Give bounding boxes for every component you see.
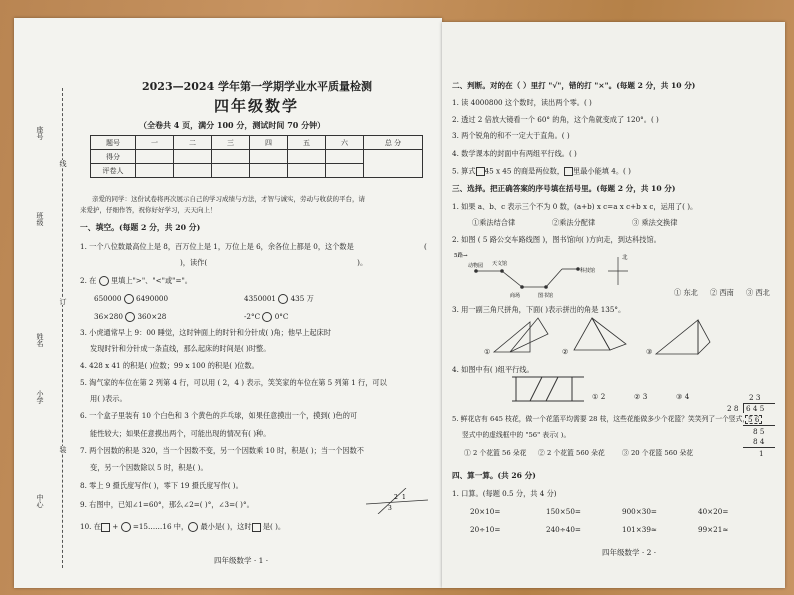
section-heading: 一、填空。(每题 2 分，共 20 分) bbox=[80, 223, 201, 232]
bus-route-map bbox=[450, 247, 650, 303]
question-text: 1. 一个八位数最高位上是 8，百万位上是 1，万位上是 6，余各位上都是 0，这个数是 bbox=[80, 242, 354, 251]
compare-circle[interactable] bbox=[99, 276, 109, 286]
blank-circle[interactable] bbox=[121, 522, 131, 532]
choice-question: 5. 鲜花店有 645 枝花，做一个花篮平均需要 28 枝，这些花能做多少个花篮？笑笑列了一个竖式， bbox=[452, 415, 750, 423]
margin-center-label: 中心 bbox=[36, 494, 44, 508]
grader-cell[interactable] bbox=[250, 164, 288, 178]
exam-title-line1: 2023—2024 学年第一学期学业水平质量检测 bbox=[142, 80, 373, 93]
margin-name-label: 姓名 bbox=[36, 333, 44, 347]
compare-circle[interactable] bbox=[125, 312, 135, 322]
calc-item[interactable]: 150×50= bbox=[546, 507, 581, 516]
triangle-ruler-figure bbox=[652, 316, 712, 356]
choice-option[interactable]: ① 东北 bbox=[674, 288, 698, 297]
margin-line-label: 线 bbox=[59, 160, 67, 167]
question-text: 发现时针和分针成一条直线，那么起床的时间是( )时整。 bbox=[90, 344, 271, 353]
calc-item[interactable]: 20÷10= bbox=[470, 525, 501, 534]
score-cell[interactable] bbox=[174, 150, 212, 164]
margin-school-label: 小学 bbox=[36, 390, 44, 404]
judge-question: 4. 数学课本的封面中有两组平行线。( ) bbox=[452, 149, 577, 158]
judge-question: 3. 两个锐角的和不一定大于直角。( ) bbox=[452, 131, 570, 140]
division-step-highlight: 5 6 bbox=[745, 415, 762, 424]
question-text: 2. 在 里填上">"、"<"或"="。 bbox=[80, 276, 192, 285]
choice-option[interactable]: ② 西南 bbox=[710, 288, 734, 297]
choice-question: 4. 如图中有( )组平行线。 bbox=[452, 365, 534, 374]
calc-item[interactable]: 900×30= bbox=[622, 507, 657, 516]
blank-circle[interactable] bbox=[188, 522, 198, 532]
map-place-shop: 商场 bbox=[510, 293, 521, 299]
section-heading: 二、判断。对的在（ ）里打 "√"，错的打 "×"。(每题 2 分，共 10 分) bbox=[452, 81, 696, 90]
choice-option[interactable]: ③ 西北 bbox=[746, 288, 770, 297]
margin-class-label: 班级 bbox=[36, 212, 44, 226]
choice-option[interactable]: ① bbox=[484, 347, 491, 356]
score-cell[interactable] bbox=[250, 150, 288, 164]
score-header: 二 bbox=[174, 136, 212, 150]
calc-item[interactable]: 101×39≈ bbox=[622, 525, 657, 534]
compare-item: 36×280 360×28 bbox=[94, 312, 167, 321]
score-cell[interactable] bbox=[326, 150, 364, 164]
triangle-ruler-figure bbox=[492, 316, 552, 356]
question-text: 10. 在 + =15……16 中， 最小是( )，这时 是( )。 bbox=[80, 522, 286, 531]
compare-item: -2°C 0°C bbox=[244, 312, 289, 321]
calc-item[interactable]: 240÷40= bbox=[546, 525, 581, 534]
grader-cell[interactable] bbox=[174, 164, 212, 178]
question-text: 用( )表示。 bbox=[90, 394, 127, 403]
question-text: 变，另一个因数除以 5 时，积是( )。 bbox=[90, 463, 208, 472]
score-cell[interactable] bbox=[212, 150, 250, 164]
calc-item[interactable]: 40×20= bbox=[698, 507, 729, 516]
calc-item[interactable]: 99×21≈ bbox=[698, 525, 729, 534]
score-cell[interactable] bbox=[136, 150, 174, 164]
map-place-museum: 科技馆 bbox=[580, 268, 596, 274]
score-cell[interactable] bbox=[288, 150, 326, 164]
map-place-square: 天文馆 bbox=[492, 261, 508, 267]
calc-item[interactable]: 20×10= bbox=[470, 507, 501, 516]
margin-order-label: 订 bbox=[59, 298, 67, 305]
division-divisor: 2 8 bbox=[727, 404, 739, 413]
choice-question: 3. 用一副三角尺拼角，下面( )表示拼出的角是 135°。 bbox=[452, 305, 626, 314]
margin-bind-label: 装 bbox=[59, 446, 67, 453]
grader-cell[interactable] bbox=[136, 164, 174, 178]
blank-square[interactable] bbox=[101, 523, 110, 532]
question-text: 7. 两个因数的积是 320，当一个因数不变，另一个因数乘 10 时，积是( )；当一个因数不 bbox=[80, 446, 364, 455]
grader-cell[interactable] bbox=[212, 164, 250, 178]
map-route-label: 5路→ bbox=[454, 253, 468, 259]
choice-option[interactable]: ② 2 个花篮 560 朵花 bbox=[538, 449, 605, 457]
parallel-lines-figure bbox=[512, 375, 584, 403]
compare-circle[interactable] bbox=[262, 312, 272, 322]
choice-option[interactable]: ③ bbox=[646, 347, 653, 356]
judge-question: 1. 读 4000800 这个数时，读出两个零。( ) bbox=[452, 98, 592, 107]
compare-item: 4350001 435 万 bbox=[244, 294, 314, 303]
score-table bbox=[90, 135, 423, 178]
map-place-library: 图书馆 bbox=[538, 293, 554, 299]
judge-question: 5. 算式 45 x 45 的商是两位数， 里最小能填 4。( ) bbox=[452, 166, 631, 176]
calc-intro: 1. 口算。(每题 0.5 分，共 4 分) bbox=[452, 489, 557, 498]
angle-figure bbox=[366, 488, 428, 514]
section-heading: 四、算一算。(共 26 分) bbox=[452, 471, 536, 480]
score-row-label: 评卷人 bbox=[91, 164, 136, 178]
angle-label: 2 bbox=[394, 494, 398, 501]
question-text: 9. 右图中，已知∠1=60°，那么∠2=( )°，∠3=( )°。 bbox=[80, 500, 254, 509]
judge-question: 2. 透过 2 倍放大镜看一个 60° 的角，这个角就变成了 120°。( ) bbox=[452, 115, 659, 124]
angle-label: 3 bbox=[388, 505, 392, 512]
division-quotient: 2 3 bbox=[749, 393, 761, 402]
exam-page-left bbox=[14, 18, 442, 588]
margin-seat-label: 座号 bbox=[36, 126, 44, 140]
page-footer: 四年级数学 · 2 · bbox=[602, 548, 657, 557]
compare-circle[interactable] bbox=[124, 294, 134, 304]
intro-text: 来爱护，仔细作答，祝你好好学习，天天向上！ bbox=[80, 206, 217, 214]
division-step: 8 5 bbox=[753, 427, 765, 436]
choice-option[interactable]: ①乘法结合律 bbox=[472, 218, 516, 227]
score-header: 六 bbox=[326, 136, 364, 150]
choice-option[interactable]: ③ 4 bbox=[676, 392, 690, 401]
page-footer: 四年级数学 · 1 · bbox=[214, 556, 269, 565]
choice-option[interactable]: ② bbox=[562, 347, 569, 356]
angle-label: 1 bbox=[402, 494, 406, 501]
section-heading: 三、选择。把正确答案的序号填在括号里。(每题 2 分，共 10 分) bbox=[452, 184, 676, 193]
triangle-ruler-figure bbox=[570, 314, 630, 356]
question-text: 3. 小虎通常早上 9：00 睡觉，这时钟面上的时针和分针成( )角；他早上起床时 bbox=[80, 328, 331, 337]
score-header: 总 分 bbox=[364, 136, 423, 150]
exam-title-subject: 四年级数学 bbox=[214, 97, 300, 115]
exam-page-right bbox=[442, 22, 785, 588]
question-text: 能性较大；如果任意摸出两个，可能出现的情况有( )种。 bbox=[90, 429, 271, 438]
score-header: 三 bbox=[212, 136, 250, 150]
choice-option[interactable]: ②乘法分配律 bbox=[552, 218, 596, 227]
question-text: 5. 淘气家的车位在第 2 列第 4 行，可以用 ( 2，4 ) 表示，笑笑家的车位在第 5 列第 1 行，可以 bbox=[80, 378, 387, 387]
question-text: )，读作( )。 bbox=[180, 258, 368, 267]
score-header: 五 bbox=[288, 136, 326, 150]
total-score-cell[interactable] bbox=[364, 150, 423, 178]
choice-option[interactable]: ① 2 bbox=[592, 392, 606, 401]
score-row-label: 得分 bbox=[91, 150, 136, 164]
score-header: 题号 bbox=[91, 136, 136, 150]
choice-option[interactable]: ③ 20 个花篮 560 朵花 bbox=[622, 449, 694, 457]
choice-question: 竖式中的虚线框中的 "56" 表示( )。 bbox=[462, 431, 571, 439]
division-dividend: 6 4 5 bbox=[746, 404, 765, 413]
division-remainder: 1 bbox=[759, 449, 764, 458]
question-text: ( bbox=[424, 242, 427, 251]
choice-question: 1. 如果 a、b、c 表示三个不为 0 数，(a+b) x c=a x c+b x c，运用了( )。 bbox=[452, 202, 698, 211]
score-header: 一 bbox=[136, 136, 174, 150]
choice-option[interactable]: ② 3 bbox=[634, 392, 648, 401]
question-text: 6. 一个盒子里装有 10 个白色和 3 个黄色的乒乓球，如果任意摸出一个，摸到( )色的可 bbox=[80, 411, 358, 420]
question-text: 8. 零上 9 摄氏度写作( )，零下 19 摄氏度写作( )。 bbox=[80, 481, 243, 490]
choice-option[interactable]: ③ 乘法交换律 bbox=[632, 218, 678, 227]
blank-square[interactable] bbox=[252, 523, 261, 532]
map-place-zoo: 动物园 bbox=[468, 263, 484, 269]
long-division bbox=[727, 394, 779, 474]
compass-north-label: 北 bbox=[622, 255, 628, 261]
compare-circle[interactable] bbox=[278, 294, 288, 304]
division-step: 8 4 bbox=[753, 437, 765, 446]
blank-square[interactable] bbox=[564, 167, 573, 176]
score-header: 四 bbox=[250, 136, 288, 150]
choice-option[interactable]: ① 2 个花篮 56 朵花 bbox=[464, 449, 527, 457]
grader-cell[interactable] bbox=[326, 164, 364, 178]
compare-item: 650000 6490000 bbox=[94, 294, 169, 303]
question-text: 4. 428 x 41 的积是( )位数；99 x 100 的积是( )位数。 bbox=[80, 361, 259, 370]
grader-cell[interactable] bbox=[288, 164, 326, 178]
intro-text: 亲爱的同学：这份试卷将再次展示自己的学习成绩与方法，才智与诚实，劳动与收获的平台，请 bbox=[92, 195, 365, 203]
exam-subtitle: （全卷共 4 页，满分 100 分，测试时间 70 分钟） bbox=[139, 120, 326, 130]
blank-square[interactable] bbox=[476, 167, 485, 176]
choice-question: 2. 如图 ( 5 路公交车路线图 )，图书馆向( )方向走，到达科技馆。 bbox=[452, 235, 661, 244]
